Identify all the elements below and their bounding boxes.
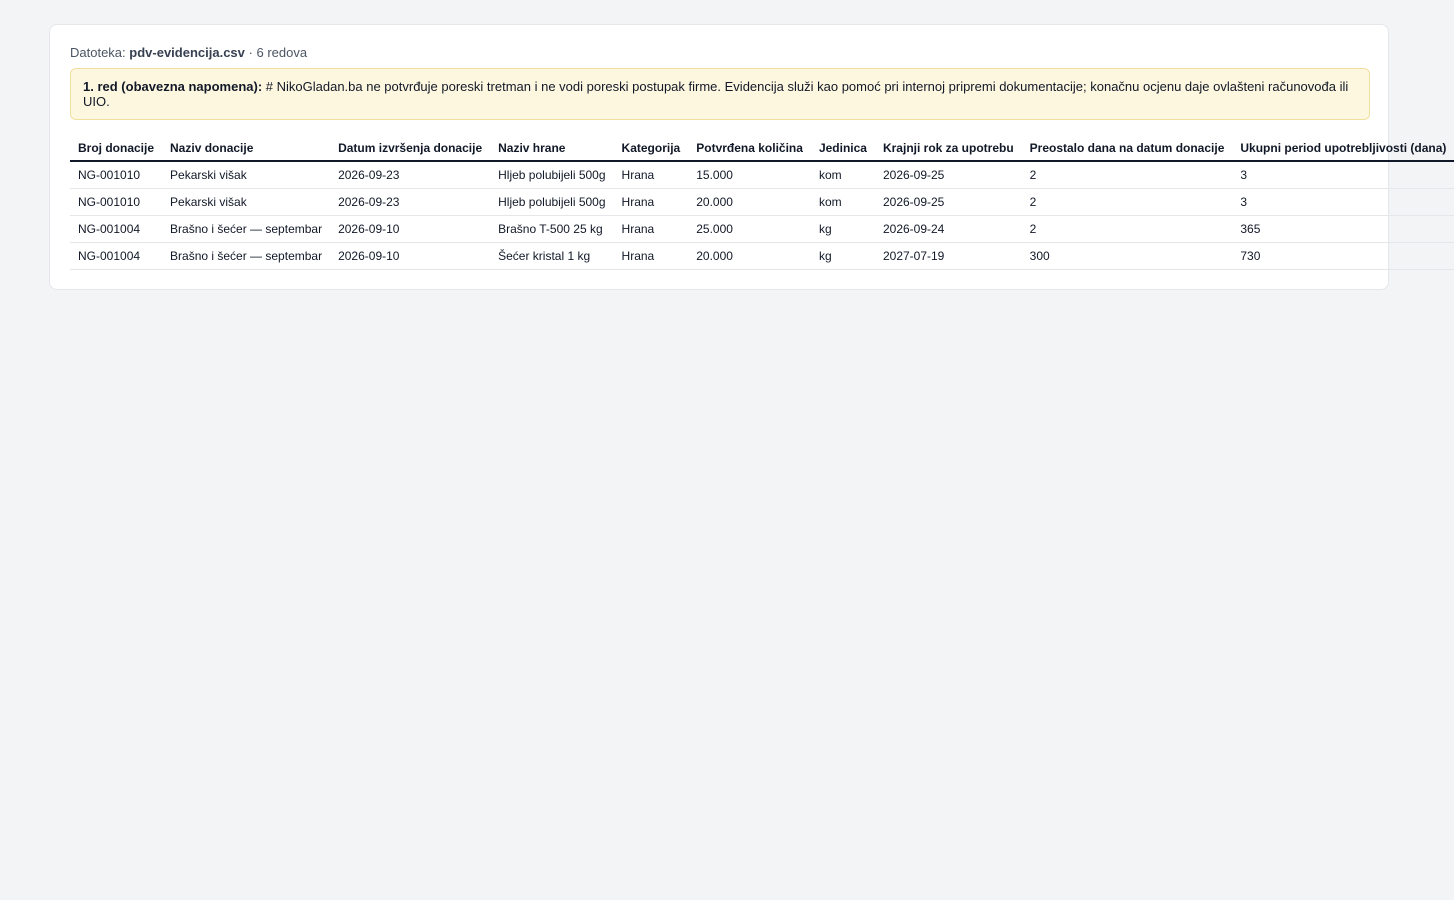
table-cell: NG-001004 bbox=[70, 216, 162, 243]
table-cell: NG-001004 bbox=[70, 243, 162, 270]
column-header: Naziv hrane bbox=[490, 135, 613, 161]
table-cell: 2026-09-25 bbox=[875, 189, 1022, 216]
column-header: Jedinica bbox=[811, 135, 875, 161]
column-header: Naziv donacije bbox=[162, 135, 330, 161]
table-cell: 15.000 bbox=[688, 161, 811, 189]
table-cell: 2026-09-23 bbox=[330, 189, 490, 216]
table-cell: 3 bbox=[1232, 161, 1454, 189]
table-container[interactable] bbox=[70, 135, 1447, 270]
data-table bbox=[70, 135, 1454, 270]
table-cell: 25.000 bbox=[688, 216, 811, 243]
column-header: Broj donacije bbox=[70, 135, 162, 161]
table-cell: Pekarski višak bbox=[162, 189, 330, 216]
table-cell: NG-001010 bbox=[70, 189, 162, 216]
table-cell: 3 bbox=[1232, 189, 1454, 216]
table-row bbox=[70, 161, 1454, 189]
table-cell: 2027-07-19 bbox=[875, 243, 1022, 270]
table-cell: 20.000 bbox=[688, 189, 811, 216]
table-cell: kg bbox=[811, 216, 875, 243]
table-cell: 365 bbox=[1232, 216, 1454, 243]
table-cell: Hljeb polubijeli 500g bbox=[490, 189, 613, 216]
table-cell: 2026-09-10 bbox=[330, 243, 490, 270]
table-cell: Brašno i šećer — septembar bbox=[162, 243, 330, 270]
table-cell: Hljeb polubijeli 500g bbox=[490, 161, 613, 189]
table-cell: Pekarski višak bbox=[162, 161, 330, 189]
csv-preview-card bbox=[49, 24, 1447, 290]
table-cell: 2 bbox=[1022, 189, 1233, 216]
table-cell: Brašno i šećer — septembar bbox=[162, 216, 330, 243]
table-cell: 2 bbox=[1022, 216, 1233, 243]
column-header: Datum izvršenja donacije bbox=[330, 135, 490, 161]
mandatory-notice bbox=[70, 68, 1370, 120]
file-name: pdv-evidencija.csv bbox=[129, 45, 245, 60]
table-row bbox=[70, 189, 1454, 216]
table-cell: Hrana bbox=[614, 216, 689, 243]
file-label: Datoteka: bbox=[70, 45, 126, 60]
column-header: Kategorija bbox=[614, 135, 689, 161]
column-header: Potvrđena količina bbox=[688, 135, 811, 161]
table-cell: 2026-09-24 bbox=[875, 216, 1022, 243]
file-info bbox=[70, 45, 307, 60]
table-cell: 2026-09-25 bbox=[875, 161, 1022, 189]
table-row bbox=[70, 216, 1454, 243]
table-cell: kom bbox=[811, 161, 875, 189]
table-row bbox=[70, 243, 1454, 270]
table-cell: 2 bbox=[1022, 161, 1233, 189]
table-cell: Brašno T-500 25 kg bbox=[490, 216, 613, 243]
notice-text: # NikoGladan.ba ne potvrđuje poreski tretman i ne vodi poreski postupak firme. Evidencija služi kao pomoć pri internoj pripremi dokumentacije; konačnu ocjenu daje ovlašteni računovođa ili UIO. bbox=[83, 79, 1349, 109]
table-cell: Hrana bbox=[614, 189, 689, 216]
column-header: Krajnji rok za upotrebu bbox=[875, 135, 1022, 161]
table-cell: Hrana bbox=[614, 161, 689, 189]
table-cell: kom bbox=[811, 189, 875, 216]
table-cell: Hrana bbox=[614, 243, 689, 270]
row-count: 6 redova bbox=[256, 45, 308, 60]
file-separator: · bbox=[248, 45, 253, 60]
table-cell: 300 bbox=[1022, 243, 1233, 270]
column-header: Preostalo dana na datum donacije bbox=[1022, 135, 1233, 161]
table-cell: NG-001010 bbox=[70, 161, 162, 189]
header-row bbox=[70, 135, 1454, 161]
table-cell: 20.000 bbox=[688, 243, 811, 270]
table-cell: Šećer kristal 1 kg bbox=[490, 243, 613, 270]
table-cell: 2026-09-10 bbox=[330, 216, 490, 243]
table-cell: 730 bbox=[1232, 243, 1454, 270]
table-cell: 2026-09-23 bbox=[330, 161, 490, 189]
column-header: Ukupni period upotrebljivosti (dana) bbox=[1232, 135, 1454, 161]
table-cell: kg bbox=[811, 243, 875, 270]
notice-title: 1. red (obavezna napomena): bbox=[83, 79, 263, 94]
